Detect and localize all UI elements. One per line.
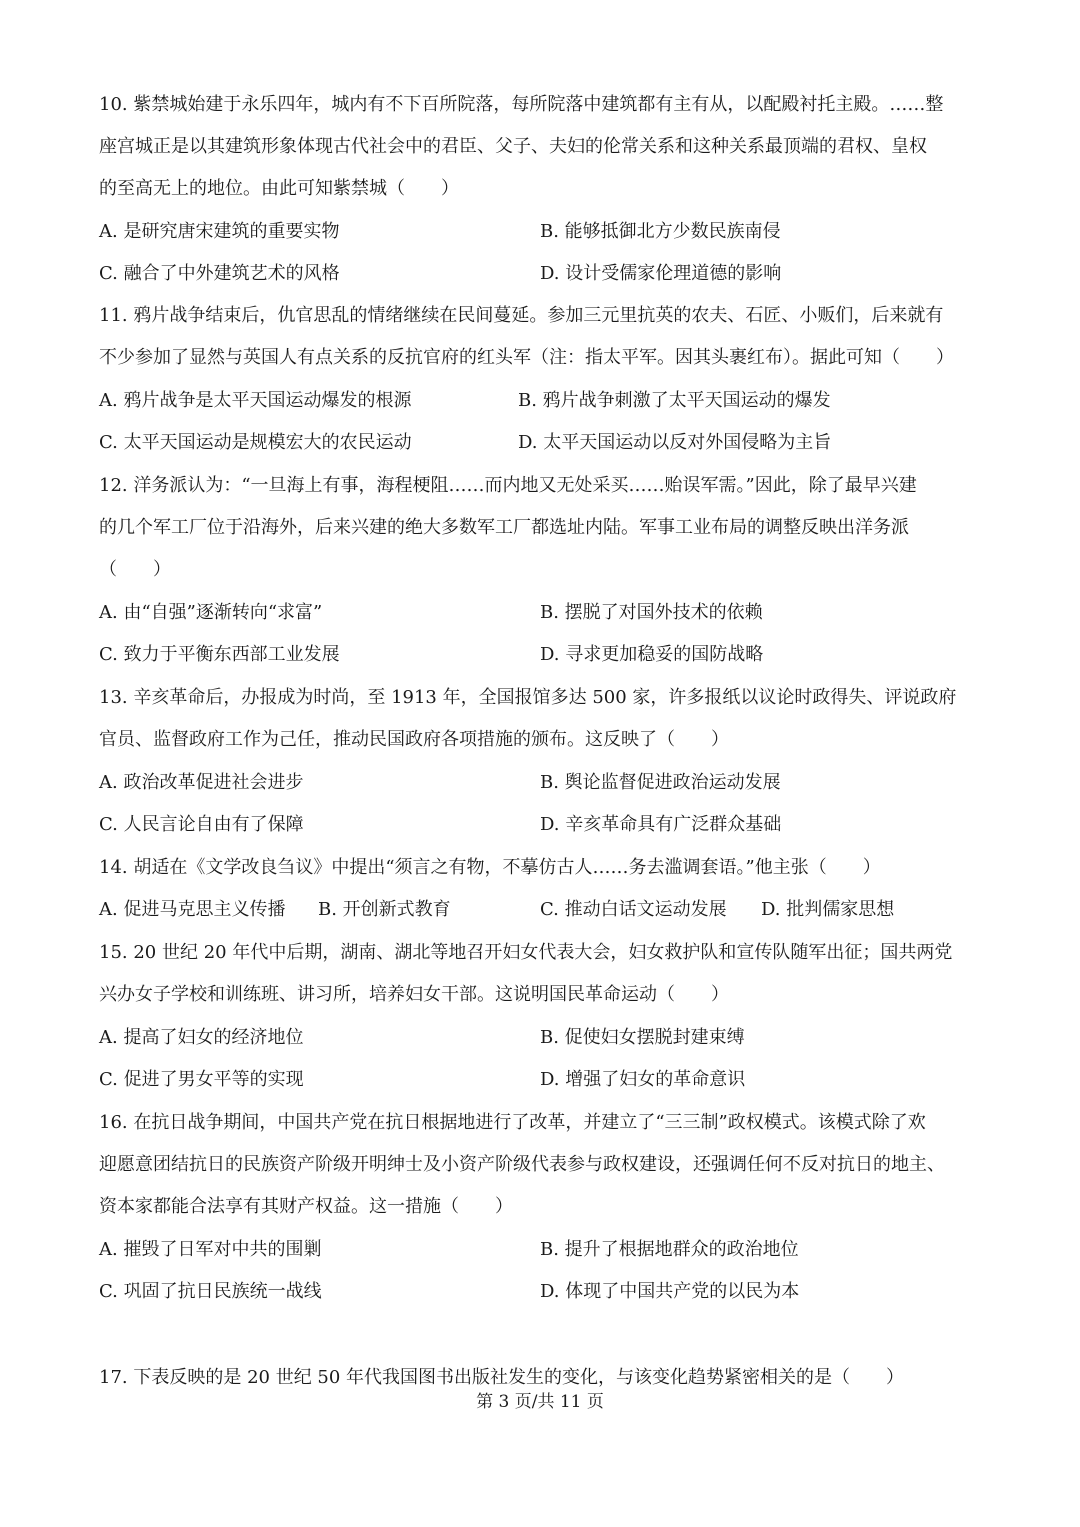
q14-stem-line-1: 14. 胡适在《文学改良刍议》中提出“须言之有物，不摹仿古人……务去滥调套语。”他主张（ ） — [99, 857, 881, 878]
q16-option-b: B. 提升了根据地群众的政治地位 — [540, 1239, 799, 1260]
q10-option-b: B. 能够抵御北方少数民族南侵 — [540, 221, 781, 242]
q17-stem-line-1: 17. 下表反映的是 20 世纪 50 年代我国图书出版社发生的变化，与该变化趋势紧密相关的是（ ） — [99, 1367, 905, 1388]
q11-stem-line-2: 不少参加了显然与英国人有点关系的反抗官府的红头军（注：指太平军。因其头裹红布）。据此可知（ ） — [99, 347, 954, 368]
q16-stem-line-2: 迎愿意团结抗日的民族资产阶级开明绅士及小资产阶级代表参与政权建设，还强调任何不反对抗日的地主、 — [99, 1154, 945, 1175]
q15-stem-line-2: 兴办女子学校和训练班、讲习所，培养妇女干部。这说明国民革命运动（ ） — [99, 984, 729, 1005]
q11-stem-line-1: 11. 鸦片战争结束后，仇官思乱的情绪继续在民间蔓延。参加三元里抗英的农夫、石匠、小贩们，后来就有 — [99, 305, 944, 326]
q14-option-a: A. 促进马克思主义传播 — [99, 899, 286, 920]
q14-option-b: B. 开创新式教育 — [318, 899, 451, 920]
q16-stem-line-3: 资本家都能合法享有其财产权益。这一措施（ ） — [99, 1196, 513, 1217]
q12-option-d: D. 寻求更加稳妥的国防战略 — [540, 644, 764, 665]
q11-option-b: B. 鸦片战争刺激了太平天国运动的爆发 — [518, 390, 831, 411]
q14-option-c: C. 推动白话文运动发展 — [540, 899, 727, 920]
q10-option-d: D. 设计受儒家伦理道德的影响 — [540, 263, 782, 284]
q12-stem-line-3: （ ） — [99, 559, 171, 580]
q10-option-c: C. 融合了中外建筑艺术的风格 — [99, 263, 340, 284]
q10-stem-line-3: 的至高无上的地位。由此可知紫禁城（ ） — [99, 178, 459, 199]
q12-option-c: C. 致力于平衡东西部工业发展 — [99, 644, 340, 665]
q15-option-c: C. 促进了男女平等的实现 — [99, 1069, 304, 1090]
q16-option-a: A. 摧毁了日军对中共的围剿 — [99, 1239, 322, 1260]
q15-stem-line-1: 15. 20 世纪 20 年代中后期，湖南、湖北等地召开妇女代表大会，妇女救护队和宣传队随军出征；国共两党 — [99, 942, 953, 963]
q11-option-a: A. 鸦片战争是太平天国运动爆发的根源 — [99, 390, 412, 411]
q15-option-b: B. 促使妇女摆脱封建束缚 — [540, 1027, 745, 1048]
q11-option-c: C. 太平天国运动是规模宏大的农民运动 — [99, 432, 412, 453]
q10-stem-line-2: 座宫城正是以其建筑形象体现古代社会中的君臣、父子、夫妇的伦常关系和这种关系最顶端的君权、皇权 — [99, 136, 927, 157]
q13-stem-line-2: 官员、监督政府工作为己任，推动民国政府各项措施的颁布。这反映了（ ） — [99, 729, 729, 750]
q14-option-d: D. 批判儒家思想 — [761, 899, 895, 920]
q11-option-d: D. 太平天国运动以反对外国侵略为主旨 — [518, 432, 832, 453]
q13-stem-line-1: 13. 辛亥革命后，办报成为时尚，至 1913 年，全国报馆多达 500 家，许多报纸以议论时政得失、评说政府 — [99, 687, 957, 708]
q12-option-a: A. 由“自强”逐渐转向“求富” — [99, 602, 323, 623]
q12-stem-line-1: 12. 洋务派认为：“一旦海上有事，海程梗阻……而内地又无处采买……贻误军需。”因此，除了最早兴建 — [99, 475, 917, 496]
q16-stem-line-1: 16. 在抗日战争期间，中国共产党在抗日根据地进行了改革，并建立了“三三制”政权模式。该模式除了欢 — [99, 1112, 926, 1133]
q13-option-b: B. 舆论监督促进政治运动发展 — [540, 772, 781, 793]
q13-option-a: A. 政治改革促进社会进步 — [99, 772, 304, 793]
q15-option-d: D. 增强了妇女的革命意识 — [540, 1069, 746, 1090]
q16-option-d: D. 体现了中国共产党的以民为本 — [540, 1281, 800, 1302]
q13-option-d: D. 辛亥革命具有广泛群众基础 — [540, 814, 782, 835]
q10-option-a: A. 是研究唐宋建筑的重要实物 — [99, 221, 340, 242]
q16-option-c: C. 巩固了抗日民族统一战线 — [99, 1281, 322, 1302]
page-number-footer: 第 3 页/共 11 页 — [476, 1392, 604, 1412]
q12-option-b: B. 摆脱了对国外技术的依赖 — [540, 602, 763, 623]
q12-stem-line-2: 的几个军工厂位于沿海外，后来兴建的绝大多数军工厂都选址内陆。军事工业布局的调整反映出洋务派 — [99, 517, 909, 538]
q13-option-c: C. 人民言论自由有了保障 — [99, 814, 304, 835]
q10-stem-line-1: 10. 紫禁城始建于永乐四年，城内有不下百所院落，每所院落中建筑都有主有从，以配殿衬托主殿。……整 — [99, 94, 944, 115]
q15-option-a: A. 提高了妇女的经济地位 — [99, 1027, 304, 1048]
